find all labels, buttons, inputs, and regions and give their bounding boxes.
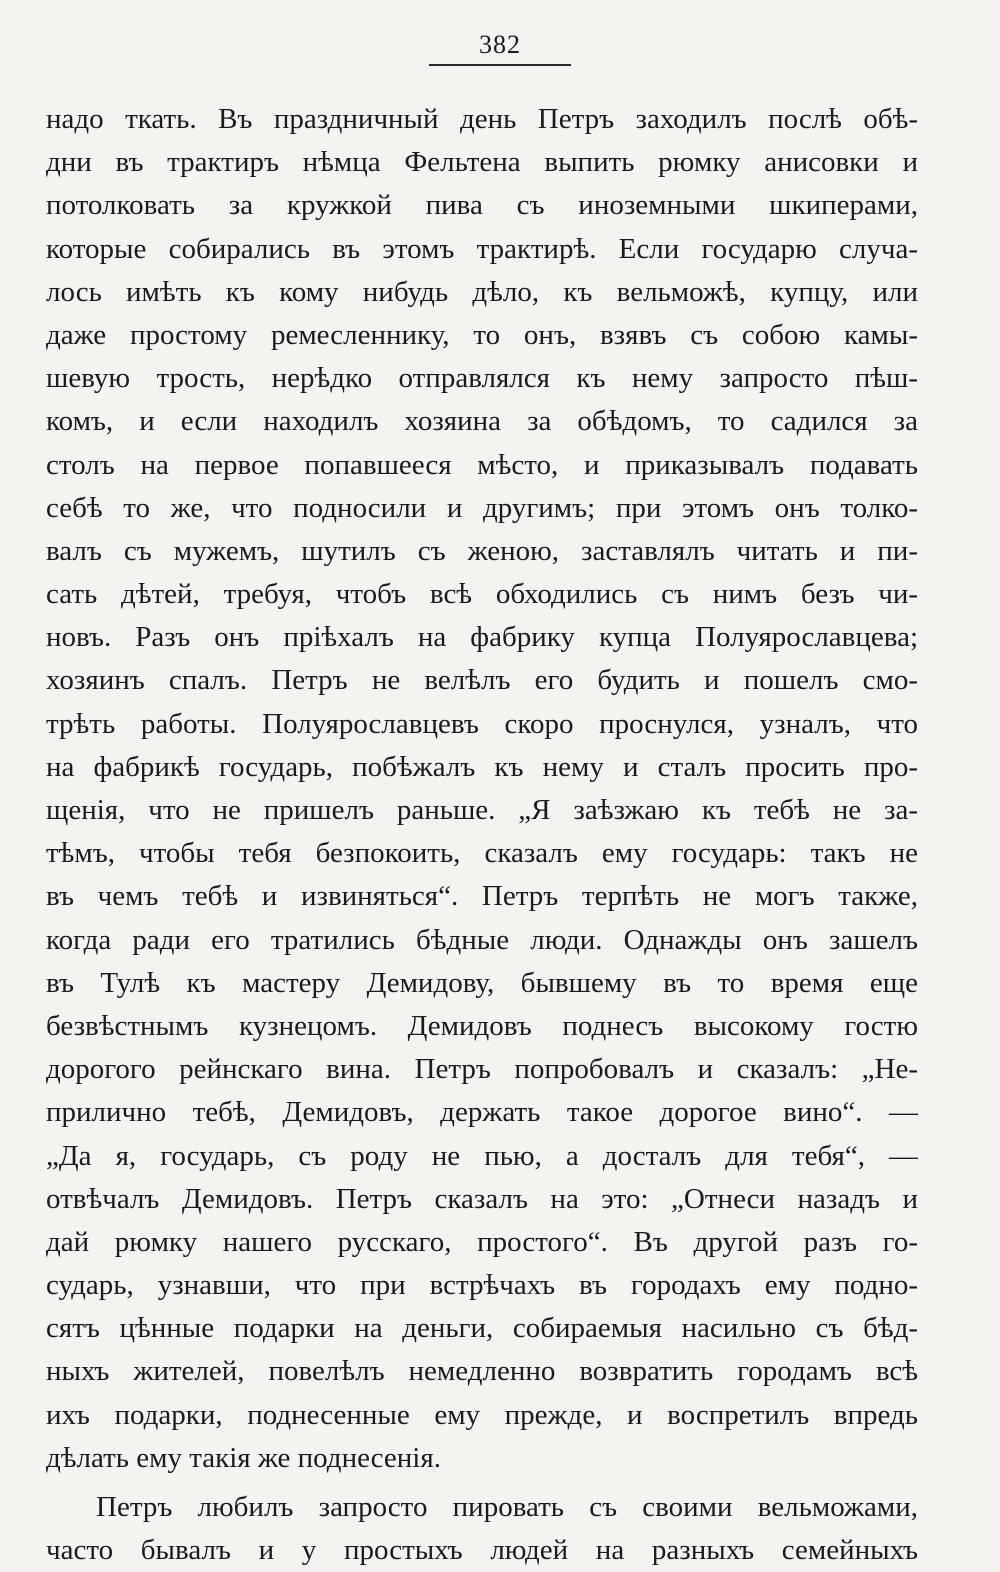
text-line: часто бывалъ и у простыхъ людей на разныхъ семейныхъ: [46, 1534, 918, 1567]
text-line: въ чемъ тебѣ и извиняться“. Петръ терпѣть не могъ также,: [46, 880, 918, 913]
text-line: дорогого рейнскаго вина. Петръ попробовалъ и сказалъ: „Не-: [46, 1053, 918, 1086]
text-line: въ Тулѣ къ мастеру Демидову, бывшему въ то время еще: [46, 966, 918, 999]
paragraph: [46, 1486, 918, 1572]
text-line: лось имѣть къ кому нибудь дѣло, къ вельможѣ, купцу, или: [46, 275, 918, 308]
text-line: безвѣстнымъ кузнецомъ. Демидовъ поднесъ высокому гостю: [46, 1009, 918, 1042]
text-line: тѣмъ, чтобы тебя безпокоить, сказалъ ему государь: такъ не: [46, 837, 918, 870]
text-line: ныхъ жителей, повелѣлъ немедленно возвратить городамъ всѣ: [46, 1355, 918, 1388]
text-line: трѣть работы. Полуярославцевъ скоро проснулся, узналъ, что: [46, 707, 918, 740]
paragraph: [46, 98, 918, 1480]
text-line: новъ. Разъ онъ пріѣхалъ на фабрику купца Полуярославцева;: [46, 621, 918, 654]
text-line: когда ради его тратились бѣдные люди. Однажды онъ зашелъ: [46, 923, 918, 956]
page-header: [0, 30, 1000, 66]
text-line: дай рюмку нашего русскаго, простого“. Въ другой разъ го-: [46, 1225, 918, 1258]
text-line: даже простому ремесленнику, то онъ, взявъ съ собою камы-: [46, 318, 918, 351]
text-line: хозяинъ спалъ. Петръ не велѣлъ его будить и пошелъ смо-: [46, 664, 918, 697]
page-number: 382: [429, 30, 571, 66]
text-line: сать дѣтей, требуя, чтобъ всѣ обходились съ нимъ безъ чи-: [46, 578, 918, 611]
body-text: [46, 98, 918, 1572]
text-line: сударь, узнавши, что при встрѣчахъ въ городахъ ему подно-: [46, 1269, 918, 1302]
text-line: себѣ то же, что подносили и другимъ; при этомъ онъ толко-: [46, 491, 918, 524]
text-line: щенія, что не пришелъ раньше. „Я заѣзжаю къ тебѣ не за-: [46, 794, 918, 826]
text-line: „Да я, государь, съ роду не пью, а досталъ для тебя“, —: [46, 1139, 918, 1172]
text-line: Петръ любилъ запросто пировать съ своими вельможами,: [96, 1491, 918, 1523]
text-line: столъ на первое попавшееся мѣсто, и приказывалъ подавать: [46, 448, 918, 481]
text-line: на фабрикѣ государь, побѣжалъ къ нему и сталъ просить про-: [46, 750, 918, 783]
text-line: комъ, и если находилъ хозяина за обѣдомъ, то садился за: [46, 405, 918, 438]
text-line: сятъ цѣнные подарки на деньги, собираемыя насильно съ бѣд-: [46, 1312, 918, 1345]
text-line: отвѣчалъ Демидовъ. Петръ сказалъ на это: „Отнеси назадъ и: [46, 1182, 918, 1215]
text-line: надо ткать. Въ праздничный день Петръ заходилъ послѣ обѣ-: [46, 103, 918, 135]
text-line: потолковать за кружкой пива съ иноземными шкиперами,: [46, 189, 918, 222]
text-line: ихъ подарки, поднесенные ему прежде, и воспретилъ впредь: [46, 1398, 918, 1431]
text-line: валъ съ мужемъ, шутилъ съ женою, заставлялъ читать и пи-: [46, 534, 918, 567]
text-line: дѣлать ему такія же поднесенія.: [46, 1441, 441, 1474]
text-line: прилично тебѣ, Демидовъ, держать такое дорогое вино“. —: [46, 1096, 918, 1129]
text-line: шевую трость, нерѣдко отправлялся къ нему запросто пѣш-: [46, 362, 918, 395]
text-line: которые собирались въ этомъ трактирѣ. Если государю случа-: [46, 232, 918, 265]
text-line: дни въ трактиръ нѣмца Фельтена выпить рюмку анисовки и: [46, 146, 918, 179]
